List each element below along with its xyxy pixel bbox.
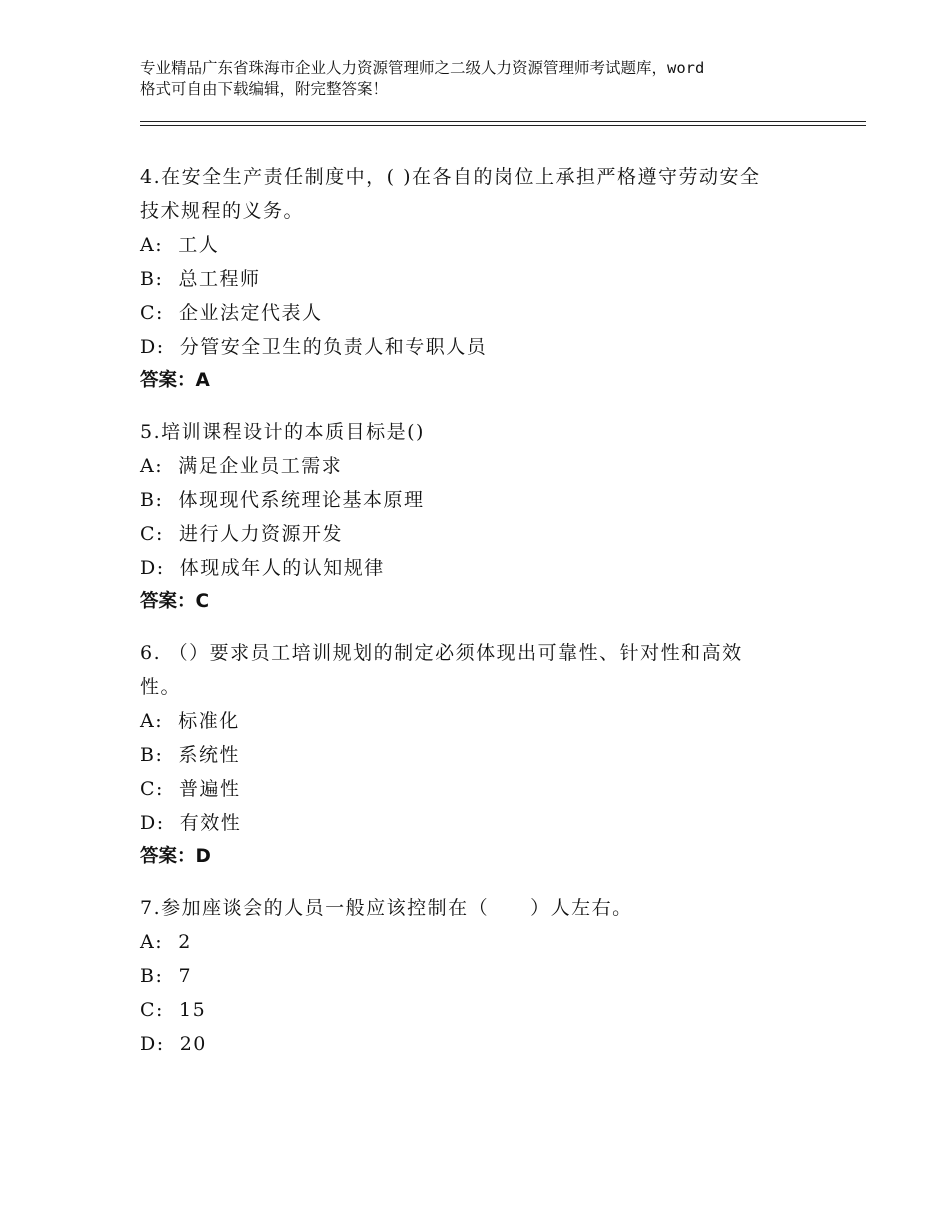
question-text: 4.在安全生产责任制度中，( )在各自的岗位上承担严格遵守劳动安全 bbox=[140, 166, 761, 188]
answer-label: 答案：D bbox=[140, 846, 211, 867]
question-6 bbox=[140, 636, 820, 874]
question-list bbox=[140, 160, 820, 1078]
option-c: C: 进行人力资源开发 bbox=[140, 523, 344, 545]
option-b: B: 体现现代系统理论基本原理 bbox=[140, 489, 425, 511]
question-4 bbox=[140, 160, 820, 398]
question-text: 7.参加座谈会的人员一般应该控制在（ ）人左右。 bbox=[140, 897, 633, 919]
option-a: A: 满足企业员工需求 bbox=[140, 455, 343, 477]
header-line-1: 专业精品广东省珠海市企业人力资源管理师之二级人力资源管理师考试题库，word bbox=[140, 59, 705, 77]
question-7 bbox=[140, 891, 820, 1061]
option-a: A: 标准化 bbox=[140, 710, 240, 732]
header-divider-bottom bbox=[140, 125, 866, 126]
answer-label: 答案：A bbox=[140, 370, 210, 391]
question-5 bbox=[140, 415, 820, 619]
option-c: C: 普遍性 bbox=[140, 778, 241, 800]
option-b: B: 总工程师 bbox=[140, 268, 261, 290]
option-b: B: 7 bbox=[140, 965, 193, 987]
option-d: D: 体现成年人的认知规律 bbox=[140, 557, 385, 579]
option-d: D: 分管安全卫生的负责人和专职人员 bbox=[140, 336, 488, 358]
document-header bbox=[140, 58, 830, 100]
option-a: A: 2 bbox=[140, 931, 192, 953]
option-a: A: 工人 bbox=[140, 234, 220, 256]
option-d: D: 20 bbox=[140, 1033, 207, 1055]
option-c: C: 企业法定代表人 bbox=[140, 302, 323, 324]
question-text: 5.培训课程设计的本质目标是() bbox=[140, 421, 425, 443]
question-text-continued: 性。 bbox=[140, 676, 182, 698]
question-text-continued: 技术规程的义务。 bbox=[140, 200, 305, 222]
option-c: C: 15 bbox=[140, 999, 207, 1021]
answer-label: 答案：C bbox=[140, 591, 210, 612]
question-text: 6. （）要求员工培训规划的制定必须体现出可靠性、针对性和高效 bbox=[140, 642, 743, 664]
header-line-2: 格式可自由下载编辑，附完整答案！ bbox=[140, 80, 389, 98]
header-divider-top bbox=[140, 121, 866, 122]
option-d: D: 有效性 bbox=[140, 812, 242, 834]
option-b: B: 系统性 bbox=[140, 744, 240, 766]
